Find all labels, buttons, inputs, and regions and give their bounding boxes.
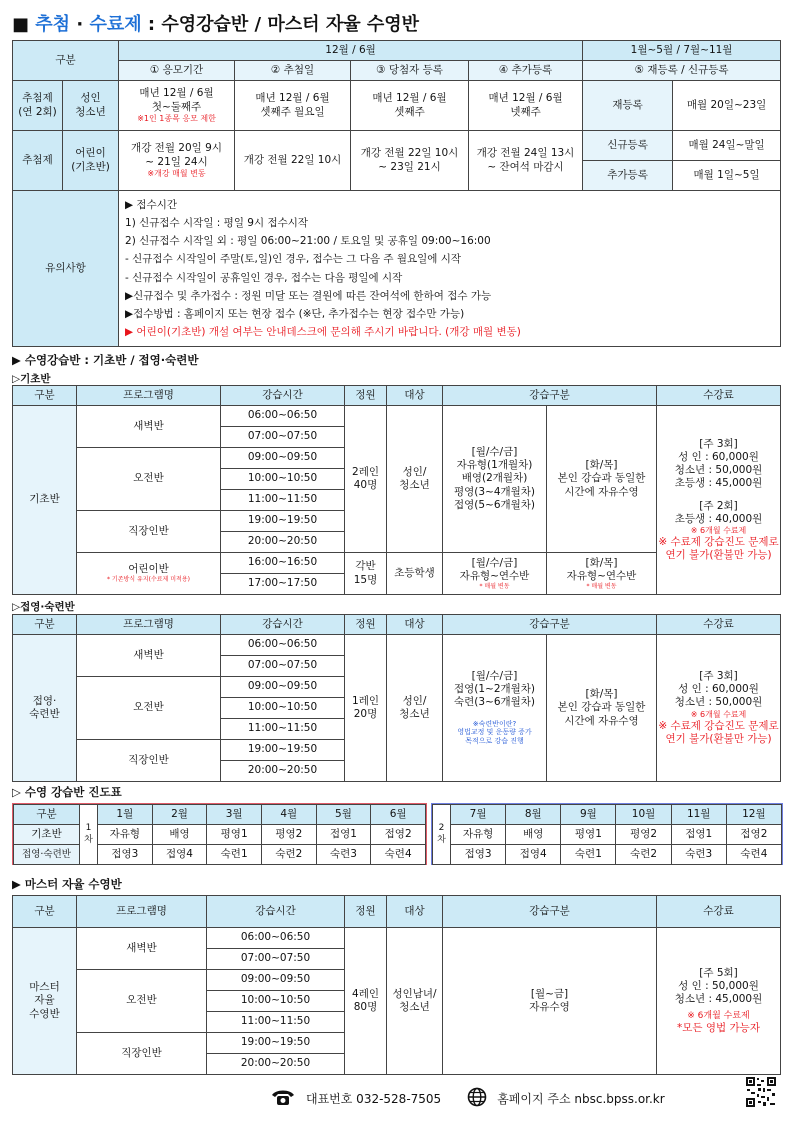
step-2: ② 추첨일 <box>235 61 351 81</box>
month: 2월 <box>152 805 207 825</box>
stroke: 접영1 <box>671 825 726 845</box>
h-capacity: 정원 <box>345 615 387 635</box>
time: 11:00~11:50 <box>221 490 345 511</box>
re-value-2: 매월 1일~5일 <box>673 161 781 191</box>
master-group: 마스터 자율 수영반 <box>13 928 77 1075</box>
month: 5월 <box>316 805 371 825</box>
kids-target: 초등학생 <box>387 553 443 595</box>
stroke: 숙련4 <box>726 845 781 865</box>
stroke: 접영4 <box>152 845 207 865</box>
time: 11:00~11:50 <box>207 1012 345 1033</box>
adv-capacity: 1레인 20명 <box>345 635 387 782</box>
progress-row-basic: 기초반 <box>14 825 80 845</box>
adv-program-worker: 직장인반 <box>77 740 221 782</box>
basic-class-mwf: [월/수/금] 자유형(1개월차) 배영(2개월차) 평영(3~4개월차) 접영(5~6개월차) <box>443 406 547 553</box>
step-5: ⑤ 재등록 / 신규등록 <box>583 61 781 81</box>
basic-capacity: 2레인 40명 <box>345 406 387 553</box>
stroke: 평영2 <box>261 825 316 845</box>
stroke: 숙련1 <box>561 845 616 865</box>
stroke: 숙련4 <box>371 845 426 865</box>
month: 6월 <box>371 805 426 825</box>
adv-group: 접영· 숙련반 <box>13 635 77 782</box>
row1-draw: 매년 12월 / 6월 셋째주 월요일 <box>235 81 351 131</box>
stroke: 숙련1 <box>207 845 262 865</box>
time: 10:00~10:50 <box>221 698 345 719</box>
re-value-0: 매월 20일~23일 <box>673 81 781 131</box>
progress-title: ▷ 수영 강습반 진도표 <box>12 785 122 799</box>
time: 16:00~16:50 <box>221 553 345 574</box>
row1-apply: 매년 12월 / 6월 첫~둘째주 ※1인 1종목 응모 제한 <box>119 81 235 131</box>
time: 19:00~19:50 <box>221 511 345 532</box>
row1-target: 성인 청소년 <box>63 81 119 131</box>
stroke: 자유형 <box>98 825 153 845</box>
stroke: 접영2 <box>371 825 426 845</box>
adv-fee: [주 3회] 성 인 : 60,000원 청소년 : 50,000원 ※ 6개월 수료제 ※ 수료제 강습진도 문제로 연기 불가(환불만 가능) <box>657 635 781 782</box>
h-fee: 수강료 <box>657 896 781 928</box>
basic-table <box>12 385 781 595</box>
time: 07:00~07:50 <box>221 427 345 448</box>
time: 11:00~11:50 <box>221 719 345 740</box>
progress-gubun: 구분 <box>14 805 80 825</box>
stroke: 접영1 <box>316 825 371 845</box>
adv-table <box>12 614 781 782</box>
kids-class-tt: [화/목] 자유형~연수반 * 매월 변동 <box>547 553 657 595</box>
time: 10:00~10:50 <box>221 469 345 490</box>
time: 06:00~06:50 <box>221 635 345 656</box>
page-title: ■ 추첨 · 수료제 : 수영강습반 / 마스터 자율 수영반 <box>12 14 420 35</box>
stroke: 배영 <box>506 825 561 845</box>
h-gubun: 구분 <box>13 896 77 928</box>
h-time: 강습시간 <box>221 615 345 635</box>
h-program: 프로그램명 <box>77 386 221 406</box>
time: 06:00~06:50 <box>221 406 345 427</box>
stroke: 평영1 <box>207 825 262 845</box>
h-time: 강습시간 <box>221 386 345 406</box>
h-program: 프로그램명 <box>77 615 221 635</box>
month: 1월 <box>98 805 153 825</box>
progress-first-half <box>12 803 427 865</box>
adv-program-dawn: 새벽반 <box>77 635 221 677</box>
title-keyword-lottery: 추첨 <box>35 14 71 35</box>
time: 06:00~06:50 <box>207 928 345 949</box>
month: 3월 <box>207 805 262 825</box>
kids-program: 어린이반 * 기존방식 유지(수료제 미적용) <box>77 553 221 595</box>
row2-type: 추첨제 <box>13 131 63 191</box>
stroke: 배영 <box>152 825 207 845</box>
globe-icon <box>467 1087 487 1110</box>
master-capacity: 4레인 80명 <box>345 928 387 1075</box>
month: 12월 <box>726 805 781 825</box>
adv-class-tt: [화/목] 본인 강습과 동일한 시간에 자유수영 <box>547 635 657 782</box>
adv-target: 성인/ 청소년 <box>387 635 443 782</box>
adv-subtitle: ▷접영·숙련반 <box>12 601 75 613</box>
basic-target: 성인/ 청소년 <box>387 406 443 553</box>
time: 19:00~19:50 <box>221 740 345 761</box>
row2-target: 어린이 (기초반) <box>63 131 119 191</box>
master-program-worker: 직장인반 <box>77 1033 207 1075</box>
time: 19:00~19:50 <box>207 1033 345 1054</box>
title-keyword-completion: 수료제 <box>89 14 142 35</box>
row1-register: 매년 12월 / 6월 셋째주 <box>351 81 469 131</box>
re-label-0: 재등록 <box>583 81 673 131</box>
time: 09:00~09:50 <box>221 448 345 469</box>
stroke: 평영1 <box>561 825 616 845</box>
stroke: 숙련2 <box>616 845 671 865</box>
stroke: 접영3 <box>451 845 506 865</box>
month: 9월 <box>561 805 616 825</box>
h-fee: 수강료 <box>657 615 781 635</box>
web-label: 홈페이지 주소 nbsc.bpss.or.kr <box>497 1092 665 1106</box>
time: 10:00~10:50 <box>207 991 345 1012</box>
stroke: 접영2 <box>726 825 781 845</box>
master-target: 성인남녀/ 청소년 <box>387 928 443 1075</box>
h-class: 강습구분 <box>443 896 657 928</box>
qr-code-icon <box>745 1076 777 1108</box>
row1-add: 매년 12월 / 6월 넷째주 <box>469 81 583 131</box>
row2-draw: 개강 전월 22일 10시 <box>235 131 351 191</box>
basic-program-dawn: 새벽반 <box>77 406 221 448</box>
time: 17:00~17:50 <box>221 574 345 595</box>
row2-register: 개강 전월 22일 10시 ~ 23일 21시 <box>351 131 469 191</box>
re-value-1: 매월 24일~말일 <box>673 131 781 161</box>
h-target: 대상 <box>387 386 443 406</box>
h-target: 대상 <box>387 615 443 635</box>
h-capacity: 정원 <box>345 386 387 406</box>
adv-program-morning: 오전반 <box>77 677 221 740</box>
master-title: ▶ 마스터 자율 수영반 <box>12 877 122 891</box>
month: 10월 <box>616 805 671 825</box>
basic-group: 기초반 <box>13 406 77 595</box>
step-1: ① 응모기간 <box>119 61 235 81</box>
re-label-1: 신규등록 <box>583 131 673 161</box>
kids-class-mwf: [월/수/금] 자유형~연수반 * 매월 변동 <box>443 553 547 595</box>
progress-term-2: 2 차 <box>433 805 451 865</box>
month: 7월 <box>451 805 506 825</box>
h-target: 대상 <box>387 896 443 928</box>
month: 11월 <box>671 805 726 825</box>
row2-apply: 개강 전월 20일 9시 ~ 21일 24시 ※개강 매월 변동 <box>119 131 235 191</box>
time: 09:00~09:50 <box>207 970 345 991</box>
basic-class-tt: [화/목] 본인 강습과 동일한 시간에 자유수영 <box>547 406 657 553</box>
stroke: 숙련2 <box>261 845 316 865</box>
h-gubun: 구분 <box>13 386 77 406</box>
month: 4월 <box>261 805 316 825</box>
progress-row-adv: 접영·숙련반 <box>14 845 80 865</box>
progress-second-half <box>431 803 783 865</box>
h-gubun: 구분 <box>13 615 77 635</box>
phone-icon <box>270 1088 296 1109</box>
h-program: 프로그램명 <box>77 896 207 928</box>
time: 07:00~07:50 <box>221 656 345 677</box>
h-capacity: 정원 <box>345 896 387 928</box>
row1-type: 추첨제 (연 2회) <box>13 81 63 131</box>
step-3: ③ 당첨자 등록 <box>351 61 469 81</box>
basic-fee: [주 3회] 성 인 : 60,000원 청소년 : 50,000원 초등생 : 45,000원 [주 2회] 초등생 : 40,000원 ※ 6개월 수료제 ※ 수료제 강습진도 문제로 연기 불가(환불만 가능) <box>657 406 781 595</box>
time: 09:00~09:50 <box>221 677 345 698</box>
section-lessons-title: ▶ 수영강습반 : 기초반 / 접영·숙련반 <box>12 353 199 367</box>
footer <box>270 1087 665 1110</box>
time: 20:00~20:50 <box>221 761 345 782</box>
head-other-months: 1월~5월 / 7월~11월 <box>583 41 781 61</box>
basic-program-morning: 오전반 <box>77 448 221 511</box>
time: 20:00~20:50 <box>207 1054 345 1075</box>
basic-program-worker: 직장인반 <box>77 511 221 553</box>
master-fee: [주 5회] 성 인 : 50,000원 청소년 : 45,000원 ※ 6개월 수료제 *모든 영법 가능자 <box>657 928 781 1075</box>
time: 20:00~20:50 <box>221 532 345 553</box>
time: 07:00~07:50 <box>207 949 345 970</box>
master-program-morning: 오전반 <box>77 970 207 1033</box>
basic-subtitle: ▷기초반 <box>12 373 51 385</box>
head-dec-jun: 12월 / 6월 <box>119 41 583 61</box>
master-table <box>12 895 781 1075</box>
month: 8월 <box>506 805 561 825</box>
stroke: 숙련3 <box>671 845 726 865</box>
stroke: 접영4 <box>506 845 561 865</box>
stroke: 접영3 <box>98 845 153 865</box>
phone-label: 대표번호 032-528-7505 <box>306 1092 442 1106</box>
master-program-dawn: 새벽반 <box>77 928 207 970</box>
h-fee: 수강료 <box>657 386 781 406</box>
notes-label: 유의사항 <box>13 191 119 347</box>
re-label-2: 추가등록 <box>583 161 673 191</box>
adv-class-mwf: [월/수/금] 접영(1~2개월차) 숙련(3~6개월차) ※숙련반이란? 영법교정 및 운동량 증가 목적으로 강습 진행 <box>443 635 547 782</box>
notes-red: ▶ 어린이(기초반) 개설 여부는 안내데스크에 문의해 주시기 바랍니다. (개강 매월 변동) <box>125 325 521 338</box>
col-gubun: 구분 <box>13 41 119 81</box>
stroke: 평영2 <box>616 825 671 845</box>
row2-add: 개강 전월 24일 13시 ~ 잔여석 마감시 <box>469 131 583 191</box>
kids-capacity: 각반 15명 <box>345 553 387 595</box>
stroke: 자유형 <box>451 825 506 845</box>
notes-body: ▶ 접수시간 1) 신규접수 시작일 : 평일 9시 접수시작 2) 신규접수 시작일 외 : 평일 06:00~21:00 / 토요일 및 공휴일 09:00~16:00 - 신규접수 시작일이 주말(토,일)인 경우, 접수는 그 다음 주 월요일에 시작 - 신규접수 시작일이 공휴일인 경우, 접수는 다음 평일에 시작 ▶신규접수 및 추가접수 : 정원 미달 또는 결원에 따른 잔여석에 한하여 접수 가능 ▶접수방법 : 홈페이지 또는 현장 접수 (※단, 추가접수는 현장 접수만 가능) ▶ 어린이(기초반) 개설 여부는 안내데스크에 문의해 주시기 바랍니다. (개강 매월 변동) <box>119 191 781 347</box>
stroke: 숙련3 <box>316 845 371 865</box>
lottery-schedule-table <box>12 40 781 347</box>
h-time: 강습시간 <box>207 896 345 928</box>
progress-term-1: 1 차 <box>80 805 98 865</box>
master-class: [월~금] 자유수영 <box>443 928 657 1075</box>
h-class: 강습구분 <box>443 386 657 406</box>
step-4: ④ 추가등록 <box>469 61 583 81</box>
h-class: 강습구분 <box>443 615 657 635</box>
